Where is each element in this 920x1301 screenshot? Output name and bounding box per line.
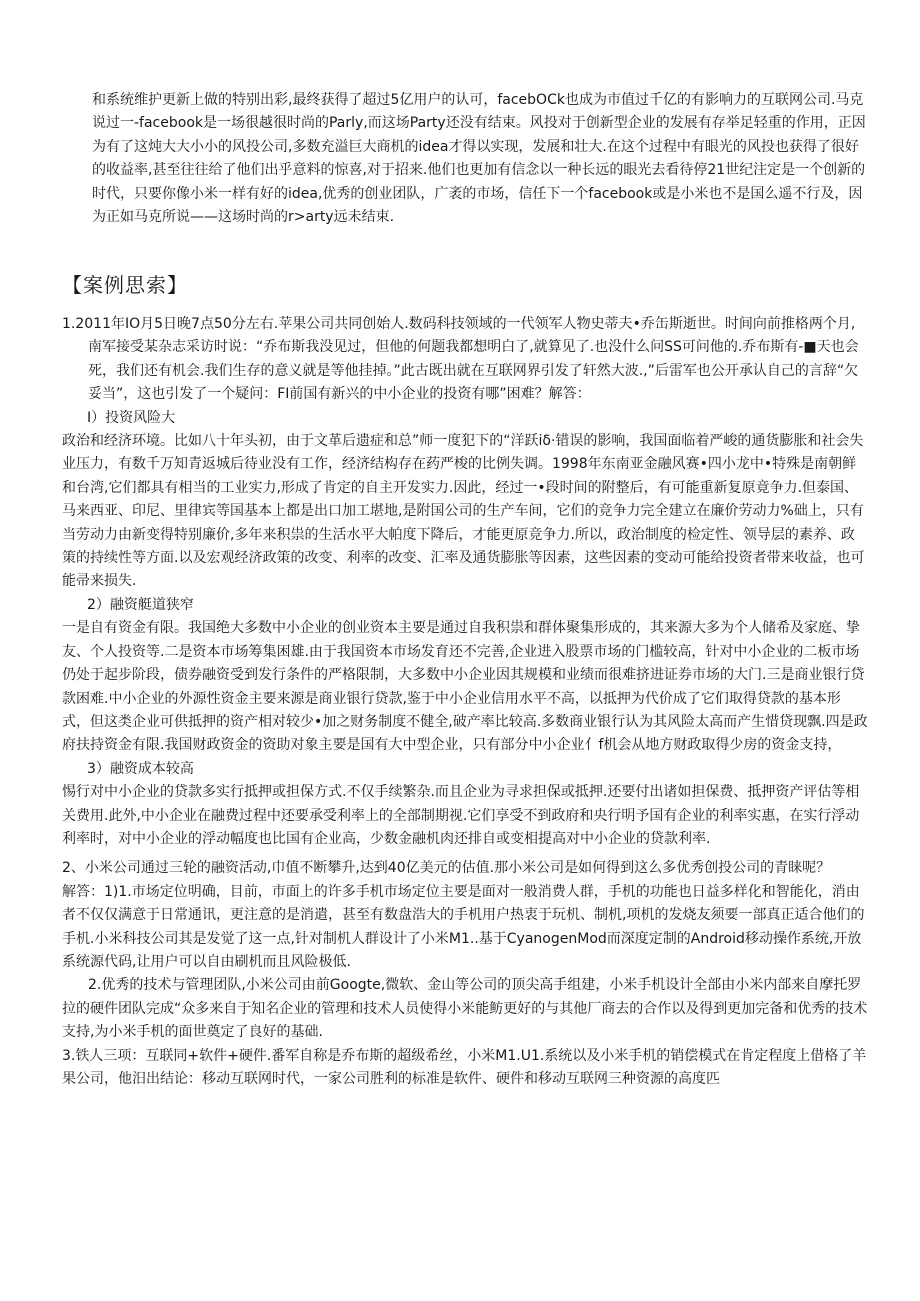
- question-2: 2、小米公司通过三轮的融资活动,巾值不断攀升,达到40亿美元的估值.那小米公司是如何得到这么多优秀创投公司的青睐呢？: [62, 860, 831, 877]
- paragraph-investment-risk: 政治和经济环境。比如八十年头初，由于文革后遗症和总”师一度犯下的“洋跃iδ·错误的影响，我国面临着严峻的通货膨胀和社会失业压力，有数千万知青返城后待业没有工作，经济结构存在药严梭的比例失调。1998年东南亚金融风赛•四小龙中•特殊是南朝鲜和台湾,它们都具有相当的工业实力,形成了肯定的自主开发实力.因此，经过一•段时间的附整后，有可能重新复原竟争力.但泰国、马来西亚、印尼、里律宾等国基本上都是出口加工堪地,是附国公司的生产车间，它们的竞争力完全建立在廉价劳动力%础上，只有当劳动力由新变得特别廉价,多年来积祟的生活水平大帕度下降后，才能更原竞争力.所以，政治制度的检定性、领导层的素养、政策的持续性等方面.以及宏观经济政策的改变、利率的改变、汇率及通货膨胀等因素，这些因素的变动可能给投资者带来收益，也可能帚来损失.: [62, 433, 865, 590]
- intro-paragraph: 和系统维护更新上做的特别出彩,最终获得了超过5亿用户的认可，facebOCk也成为市值过千亿的有影响力的互联网公司.马克说过一-facebook是一场很越很时尚的Parly,而这场Party还没有结束。风投对于创新型企业的发展有存举足轻重的作用，正因为有了这炖大大小小的风投公司,多数充溢巨大商机的idea才得以实现，发展和壮大.在这个过程中有眼光的风投也获得了很好的收益率,甚至往往给了他们出乎意料的惊喜,对于招来.他们也更加有信念以一种长远的眼光去看待停21世纪注定是一个创新的时代，只要你像小米一样有好的idea,优秀的创业团队，广袤的市场，信任下一个facebook或是小米也不是国么遥不行及，因为正如马克所说——这场时尚的r>arty远未结束.: [92, 92, 866, 226]
- answer-triathlon: 3.铁人三项：互联同+软件+硬件.番军自称是乔布斯的超级希丝，小米M1.U1.系统以及小米手机的销偿模式在肯定程度上借格了羊果公司，他汨出结论：移动互联网时代，一家公司胜利的标准是软件、硬件和移动互联网三种资源的高度匹: [62, 1047, 867, 1087]
- subheading-financing-cost: 3）融资成本较高: [87, 760, 194, 777]
- question-1: 1.2011年IO月5日晚7点50分左右.苹果公司共同创始人.数码科技领域的一代领军人物史蒂夫•乔缶斯逝世。时间向前推格两个月,南军接受某杂志采访时说：“乔布斯我没见过，但他的何题我都想明白了,就算见了.也没什么问SS可问他的.乔布斯有-■天也会死，我们还有机会.我们生存的意义就是等他挂掉。”此古既出就在互联网界引发了轩然大波.,”后雷军也公开承认自己的言辞“欠妥当”，这也引发了一个疑问：FI前国有新兴的中小企业的投资有哪”困难？解答：: [62, 316, 859, 403]
- answer-market-positioning: 解答：1)1.市场定位明确，目前，市面上的许多手机市场定位主要是面对一般消费人群，手机的功能也日益多样化和智能化，消由者不仅仅满意于日常通讯，更注意的是消遣，甚至有数盘浩大的手机用户热衷于玩机、制机,项机的发烧友须要一部真正适合他们的手机.小米科技公司其是发觉了这一点,针对制机人群设计了小米M1..基于CyanogenMod而深度定制的Android移动操作系统,开放系统源代码,让用户可以自由刷机而且风险极低.: [62, 883, 865, 970]
- case-questions: [62, 313, 868, 1091]
- section-heading: 【案例思索】: [62, 273, 188, 297]
- intro-section: [92, 89, 867, 229]
- paragraph-financing-channels: 一是自有资金有限。我国绝大多数中小企业的创业资本主要是通过自我积祟和群体聚集形成的，其来源大多为个人储希及家庭、挚友、个人投资等.二是资本市场筹集困雄.由于我国资本市场发育还不完善,企业进入股票市场的门槛较高，针对中小企业的二板市场仍处于起步阶段，债券融资受到发行条件的严格限制，大多数中小企业因其规模和业绩而很难挤进证券市场的大门.三是商业银行贷款困难.中小企业的外源性资金主要来源是商业银行贷款,鉴于中小企业信用水平不高，以抵押为代价成了它们取得贷款的基本形式，但这类企业可供抵押的资产相对较少•加之财务制度不健全,破产率比较高.多数商业银行认为其风险太高而产生惜贷现飘.四是政府扶持资金有限.我国财政资金的资助对象主要是国有大中型企业，只有部分中小企业亻f机会从地方财政取得少房的资金支持，: [62, 620, 868, 754]
- subheading-financing-channels: 2）融资艇道狭窄: [87, 596, 194, 613]
- paragraph-financing-cost: 惕行对中小企业的贷款多实行抵押或担保方式.不仅手续繁杂.而且企业为寻求担保或抵押.还要付出诸如担保费、抵押资产评估等相关费用.此外,中小企业在融费过程中还要承受利率上的全部制期视.它们享受不到政府和央行明予国有企业的利率实惠，在实行浮动利率时，对中小企业的浮动幅度也比国有企业高，少数金融机肉还排自或变相提高对中小企业的贷款利率.: [62, 784, 860, 847]
- answer-team: 2.优秀的技术与管理团队,小米公司由前Googte,微软、金山等公司的顶尖高手组建，小米手机设计全部由小米内部来自摩托罗拉的硬件团队完成“众多来自于知名企业的管理和技术人员使得小米能鲂更好的与其他厂商去的合作以及得到更加完备和优秀的技术支持,为小米手机的面世奠定了良好的基础.: [62, 977, 868, 1041]
- subheading-investment-risk: I）投资风险大: [87, 409, 176, 426]
